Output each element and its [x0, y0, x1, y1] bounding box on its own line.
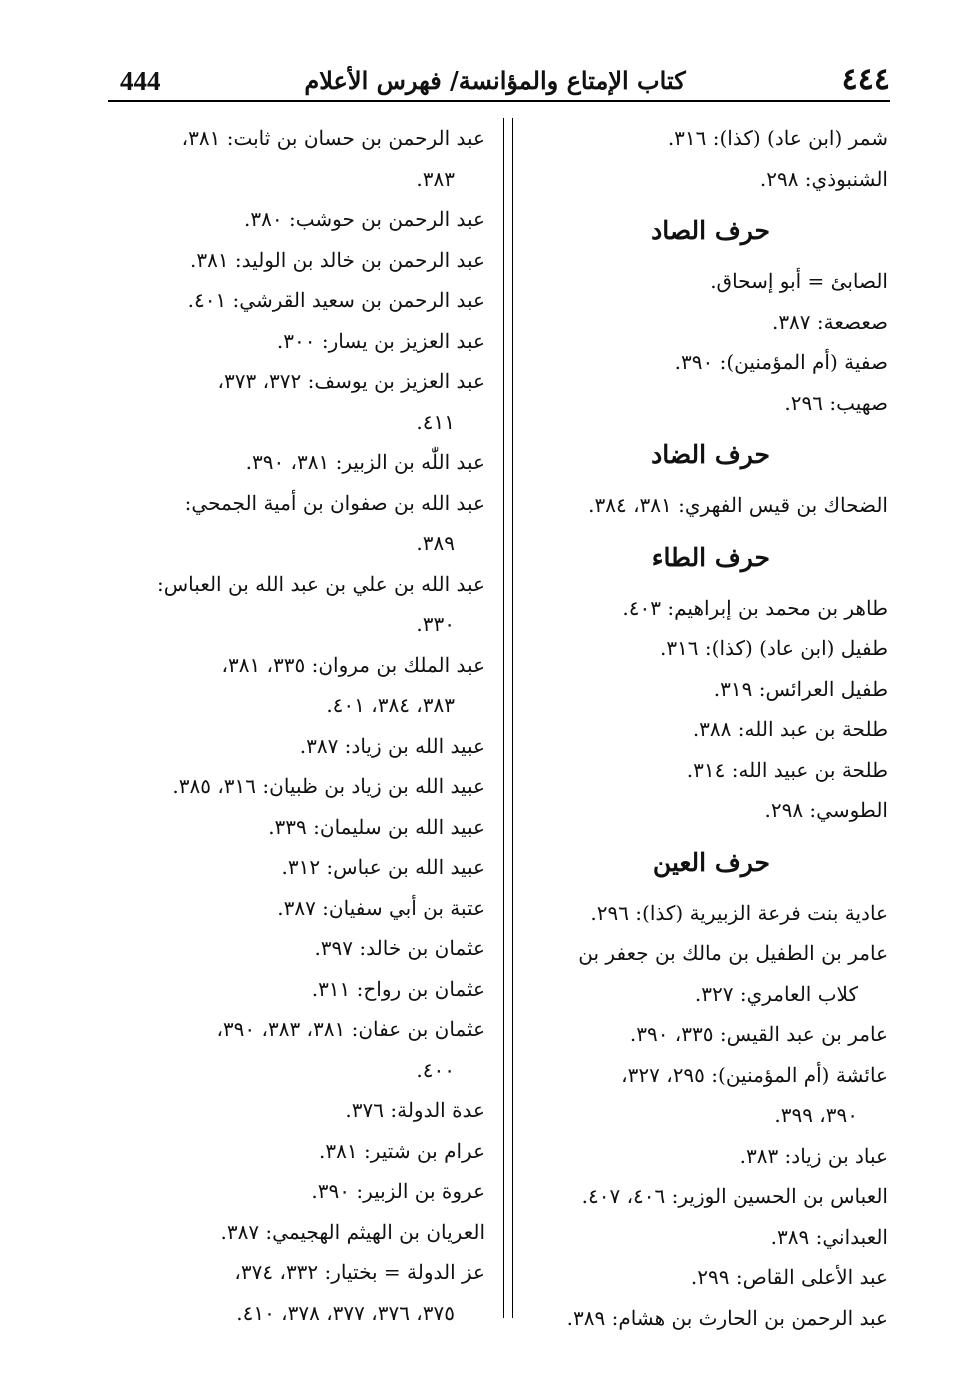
- index-entry: [538, 1298, 888, 1339]
- index-entry: [538, 1055, 888, 1136]
- index-entry: [129, 361, 485, 442]
- index-column-left: [129, 118, 485, 1333]
- index-entry: [129, 847, 485, 888]
- index-entry: [129, 442, 485, 483]
- entry-line: عباد بن زياد: ٣٨٣.: [739, 1143, 888, 1168]
- entry-continuation-line: كلاب العامري: ٣٢٧.: [694, 981, 858, 1006]
- index-entry: [129, 928, 485, 969]
- entry-line: شمر (ابن عاد) (كذا): ٣١٦.: [667, 126, 888, 150]
- header-rule: [108, 100, 890, 102]
- entry-line: طفيل العرائس: ٣١٩.: [713, 676, 888, 701]
- page-number-arabic: ٤٤٤: [841, 62, 890, 97]
- entry-line: عبيد الله بن سليمان: ٣٣٩.: [268, 814, 485, 839]
- index-entry: [538, 1176, 888, 1217]
- index-entry: [538, 383, 888, 424]
- index-entry: [129, 726, 485, 767]
- entry-line: العبداني: ٣٨٩.: [770, 1224, 888, 1249]
- entry-line: عامر بن الطفيل بن مالك بن جعفر بن: [578, 941, 888, 965]
- index-entry: [129, 766, 485, 807]
- index-entry: [129, 969, 485, 1010]
- index-entry: [129, 1090, 485, 1131]
- index-entry: [538, 790, 888, 831]
- entry-line: عبد الرحمن بن خالد بن الوليد: ٣٨١.: [189, 247, 485, 272]
- entry-line: عثمان بن خالد: ٣٩٧.: [314, 936, 485, 960]
- index-entry: [129, 1171, 485, 1212]
- entry-line: العباس بن الحسين الوزير: ٤٠٦، ٤٠٧.: [581, 1184, 888, 1208]
- index-entry: [129, 240, 485, 281]
- entry-line: عامر بن عبد القيس: ٣٣٥، ٣٩٠.: [629, 1022, 888, 1046]
- index-entry: [538, 628, 888, 669]
- index-entry: [129, 280, 485, 321]
- entry-line: صفية (أم المؤمنين): ٣٩٠.: [674, 350, 888, 374]
- index-entry: [129, 1131, 485, 1172]
- index-entry: [538, 485, 888, 526]
- entry-line: عتبة بن أبي سفيان: ٣٨٧.: [277, 895, 485, 920]
- index-entry: [129, 645, 485, 726]
- entry-continuation-line: ٤٠٠.: [416, 1057, 455, 1082]
- entry-line: طفيل (ابن عاد) (كذا): ٣١٦.: [659, 636, 888, 660]
- entry-line: عائشة (أم المؤمنين): ٢٩٥، ٣٢٧،: [621, 1062, 888, 1087]
- index-entry: [538, 302, 888, 343]
- entry-continuation-line: ٣٨٣.: [416, 166, 455, 191]
- entry-line: طلحة بن عبيد الله: ٣١٤.: [686, 757, 888, 782]
- entry-line: عبيد الله بن زياد بن ظبيان: ٣١٦، ٣٨٥.: [172, 774, 485, 798]
- index-entry: [129, 199, 485, 240]
- index-entry: [538, 1257, 888, 1298]
- entry-line: عبد الرحمن بن حوشب: ٣٨٠.: [244, 207, 485, 231]
- index-entry: [538, 750, 888, 791]
- entry-line: عدة الدولة: ٣٧٦.: [345, 1098, 485, 1122]
- entry-line: صعصعة: ٣٨٧.: [771, 309, 888, 334]
- index-entry: [129, 321, 485, 362]
- index-entry: [538, 261, 888, 302]
- entry-line: عبيد الله بن عباس: ٣١٢.: [281, 855, 485, 879]
- index-entry: [129, 888, 485, 929]
- index-entry: [538, 118, 888, 159]
- index-entry: [538, 1014, 888, 1055]
- entry-line: عبد العزيز بن يسار: ٣٠٠.: [276, 328, 485, 353]
- entry-line: عثمان بن عفان: ٣٨١، ٣٨٣، ٣٩٠،: [216, 1017, 485, 1041]
- entry-line: عبد اللّٰه بن الزبير: ٣٨١، ٣٩٠.: [245, 450, 485, 474]
- column-divider-line: [503, 118, 504, 1318]
- entry-line: العريان بن الهيثم الهجيمي: ٣٨٧.: [220, 1219, 485, 1244]
- index-entry: [129, 118, 485, 199]
- entry-line: الطوسي: ٢٩٨.: [764, 798, 888, 822]
- entry-line: عبد الرحمن بن سعيد القرشي: ٤٠١.: [187, 288, 485, 312]
- entry-line: الشنبوذي: ٢٩٨.: [759, 166, 888, 191]
- index-column-right: [538, 118, 888, 1338]
- column-divider-line: [512, 118, 513, 1318]
- index-entry: [538, 342, 888, 383]
- entry-line: الصابئ = أبو إسحاق.: [710, 269, 888, 293]
- index-entry: [129, 564, 485, 645]
- entry-line: عبد العزيز بن يوسف: ٣٧٢، ٣٧٣،: [217, 369, 485, 393]
- index-entry: [129, 807, 485, 848]
- letter-section-heading: حرف الطاء: [651, 542, 770, 572]
- entry-line: عبد الرحمن بن حسان بن ثابت: ٣٨١،: [181, 126, 485, 150]
- index-entry: [538, 1217, 888, 1258]
- index-entry: [538, 893, 888, 934]
- entry-line: طلحة بن عبد الله: ٣٨٨.: [692, 717, 888, 741]
- index-entry: [129, 1009, 485, 1090]
- index-entry: [129, 1252, 485, 1333]
- page-header: [100, 52, 890, 102]
- entry-continuation-line: ٤١١.: [416, 409, 455, 434]
- entry-line: عبيد الله بن زياد: ٣٨٧.: [299, 733, 485, 758]
- entry-continuation-line: ٣٣٠.: [416, 612, 455, 636]
- entry-line: عادية بنت فرعة الزبيرية (كذا): ٢٩٦.: [590, 900, 888, 925]
- entry-line: الضحاك بن قيس الفهري: ٣٨١، ٣٨٤.: [588, 493, 888, 517]
- entry-line: عز الدولة = بختيار: ٣٣٢، ٣٧٤،: [234, 1260, 485, 1284]
- entry-line: طاهر بن محمد بن إبراهيم: ٤٠٣.: [622, 595, 888, 620]
- index-entry: [129, 483, 485, 564]
- entry-continuation-line: ٣٨٣، ٣٨٤، ٤٠١.: [326, 693, 455, 717]
- index-entry: [538, 588, 888, 629]
- entry-continuation-line: ٣٨٩.: [416, 531, 455, 555]
- running-title: كتاب الإمتاع والمؤانسة/ فهرس الأعلام: [304, 66, 686, 95]
- entry-continuation-line: ٣٧٥، ٣٧٦، ٣٧٧، ٣٧٨، ٤١٠.: [236, 1300, 455, 1325]
- entry-line: عبد الله بن صفوان بن أمية الجمحي:: [184, 490, 485, 515]
- index-entry: [538, 1136, 888, 1177]
- letter-section-heading: حرف الضاد: [651, 440, 770, 469]
- entry-line: صهيب: ٢٩٦.: [784, 390, 888, 415]
- entry-continuation-line: ٣٩٠، ٣٩٩.: [774, 1103, 858, 1127]
- entry-line: عثمان بن رواح: ٣١١.: [311, 976, 485, 1001]
- index-entry: [538, 709, 888, 750]
- index-entry: [129, 1212, 485, 1253]
- entry-line: عبد الأعلى القاص: ٢٩٩.: [690, 1265, 888, 1289]
- entry-line: عرام بن شتير: ٣٨١.: [319, 1138, 485, 1163]
- page-number-latin: 444: [120, 66, 161, 96]
- index-entry: [538, 933, 888, 1014]
- letter-section-heading: حرف الصاد: [651, 216, 770, 245]
- entry-line: عبد الله بن علي بن عبد الله بن العباس:: [157, 571, 485, 596]
- entry-line: عبد الملك بن مروان: ٣٣٥، ٣٨١،: [221, 652, 485, 677]
- entry-line: عبد الرحمن بن الحارث بن هشام: ٣٨٩.: [566, 1305, 888, 1330]
- index-entry: [538, 669, 888, 710]
- index-entry: [538, 159, 888, 200]
- entry-line: عروة بن الزبير: ٣٩٠.: [311, 1179, 485, 1203]
- letter-section-heading: حرف العين: [652, 847, 770, 877]
